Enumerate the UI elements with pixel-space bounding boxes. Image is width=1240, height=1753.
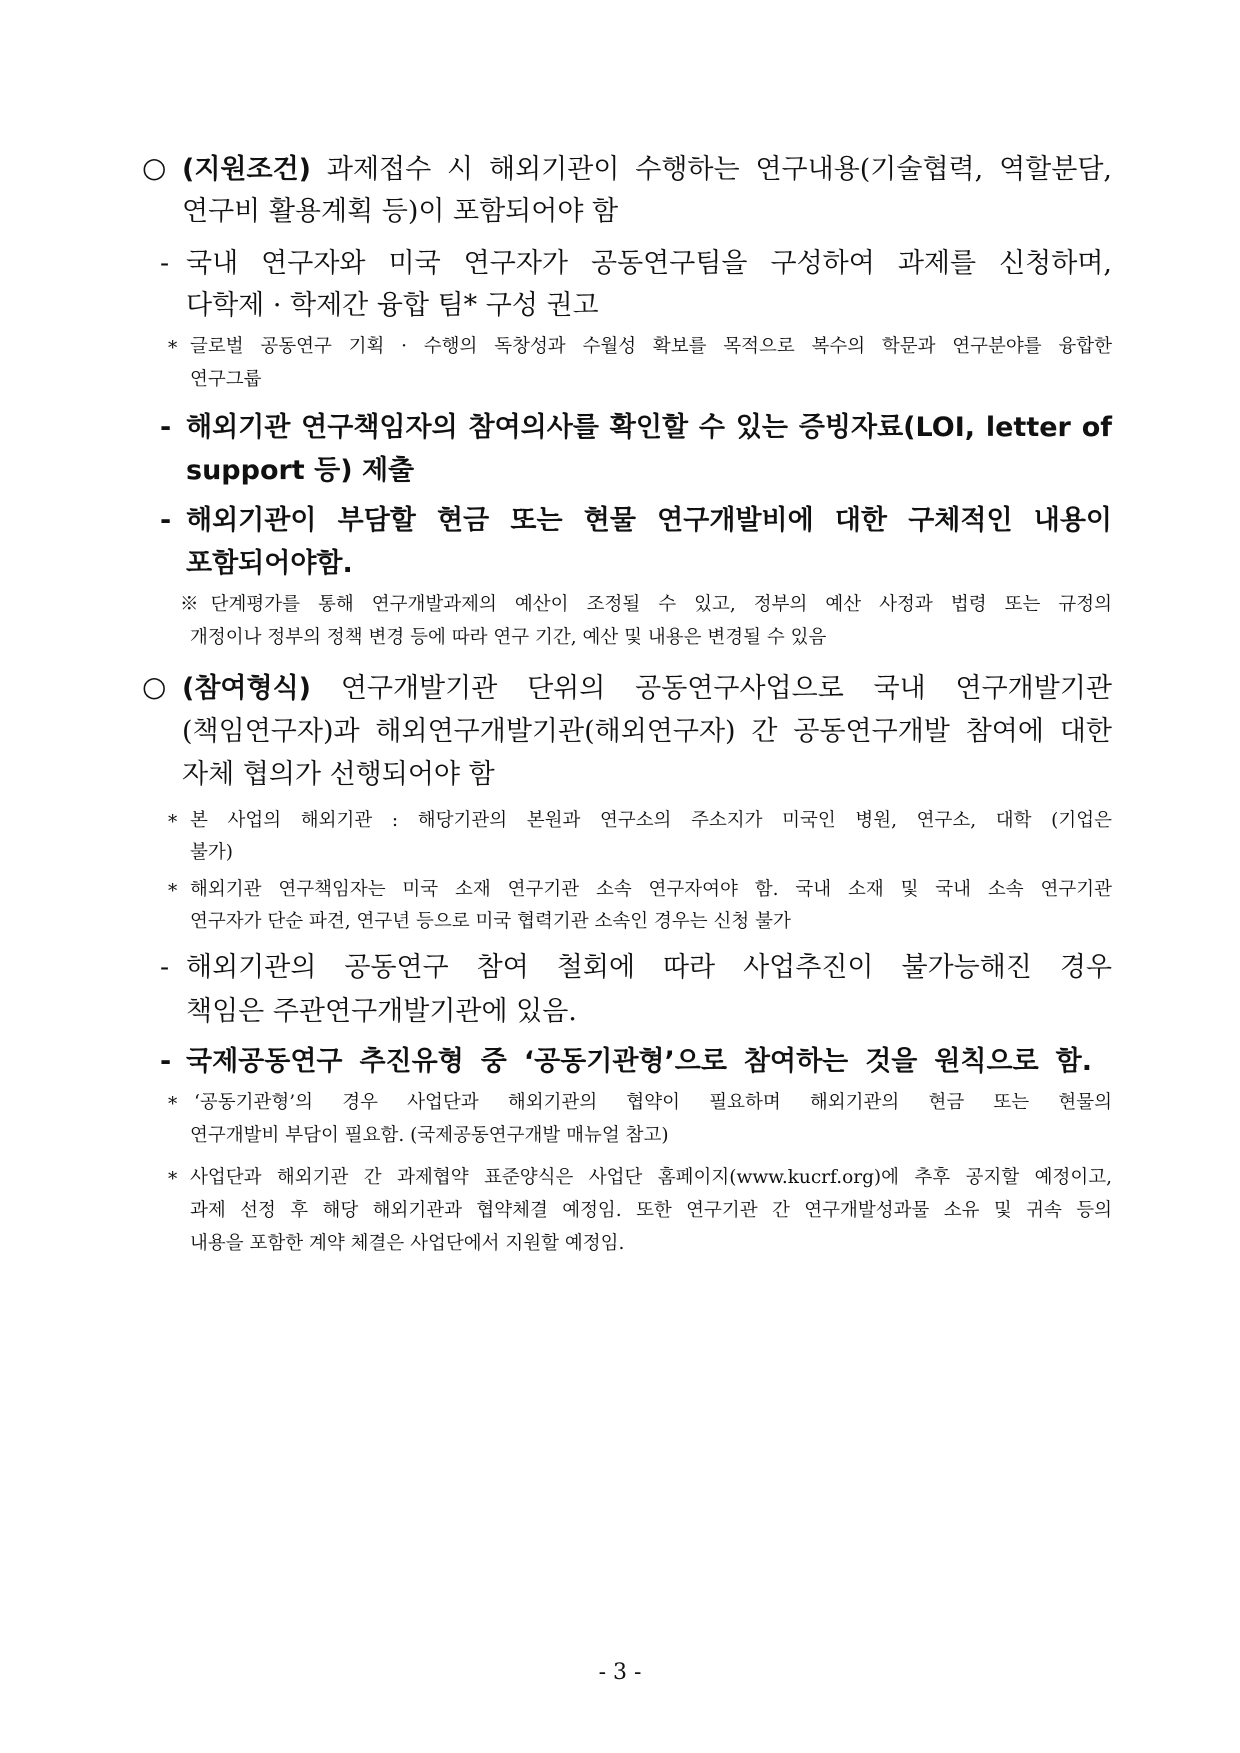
note1-line1: 글로벌 공동연구 기획 · 수행의 독창성과 수월성 확보를 목적으로 복수의 학문과 연구분야를 융합한 (190, 336, 1112, 357)
section2-heading: (참여형식) (182, 673, 312, 704)
item2-line2: support 등) 제출 (186, 455, 415, 486)
page-number: - 3 - (598, 1660, 642, 1685)
note2-line1: ※단계평가를 통해 연구개발과제의 예산이 조정될 수 있고, 정부의 예산 사정과 법령 또는 규정의 (180, 594, 1112, 615)
note1-line2: 연구그룹 (190, 369, 262, 390)
item2-line1: 해외기관 연구책임자의 참여의사를 확인할 수 있는 증빙자료(LOI, letter of (186, 412, 1112, 443)
item5-line1: 국제공동연구 추진유형 중 ‘공동기관형’으로 참여하는 것을 원칙으로 함. (186, 1046, 1092, 1077)
section1-line1 (182, 156, 1112, 183)
note5-line2: 연구개발비 부담이 필요함. (국제공동연구개발 매뉴얼 참고) (190, 1125, 669, 1146)
dash-marker: - (160, 1046, 172, 1077)
section2-line1-text: 연구개발기관 단위의 공동연구사업으로 국내 연구개발기관 (340, 673, 1112, 704)
item4-line1: 해외기관의 공동연구 참여 철회에 따라 사업추진이 불가능해진 경우 (186, 952, 1112, 983)
note3-line2: 불가) (190, 842, 233, 863)
section2-line1 (182, 675, 1112, 702)
asterisk-marker: * (168, 1094, 178, 1115)
asterisk-marker: * (168, 338, 178, 359)
note3-line1: 본 사업의 해외기관 : 해당기관의 본원과 연구소의 주소지가 미국인 병원, 연구소, 대학 (기업은 (190, 810, 1112, 831)
section2-line3: 자체 협의가 선행되어야 함 (182, 759, 495, 790)
note2-line2: 개정이나 정부의 정책 변경 등에 따라 연구 기간, 예산 및 내용은 변경될 수 있음 (190, 627, 827, 648)
item1-line1: 국내 연구자와 미국 연구자가 공동연구팀을 구성하여 과제를 신청하며, (186, 248, 1112, 279)
asterisk-marker: * (168, 881, 178, 902)
note6-line1: 사업단과 해외기관 간 과제협약 표준양식은 사업단 홈페이지(www.kucrf.org)에 추후 공지할 예정이고, (190, 1167, 1112, 1188)
note4-line2: 연구자가 단순 파견, 연구년 등으로 미국 협력기관 소속인 경우는 신청 불가 (190, 911, 791, 932)
dash-marker: - (160, 412, 172, 443)
item1-line2: 다학제 · 학제간 융합 팀* 구성 권고 (186, 290, 599, 321)
circle-bullet: ○ (142, 151, 167, 184)
asterisk-marker: * (168, 1169, 178, 1190)
section1-heading: (지원조건) (182, 154, 312, 185)
circle-bullet: ○ (142, 670, 167, 703)
note4-line1: 해외기관 연구책임자는 미국 소재 연구기관 소속 연구자여야 함. 국내 소재 및 국내 소속 연구기관 (190, 879, 1112, 900)
item3-line1: 해외기관이 부담할 현금 또는 현물 연구개발비에 대한 구체적인 내용이 (186, 505, 1112, 536)
note5-line1: ‘공동기관형’의 경우 사업단과 해외기관의 협약이 필요하며 해외기관의 현금 또는 현물의 (194, 1092, 1112, 1113)
item4-line2: 책임은 주관연구개발기관에 있음. (186, 996, 577, 1027)
note6-line3: 내용을 포함한 계약 체결은 사업단에서 지원할 예정임. (190, 1233, 625, 1254)
dash-marker: - (160, 248, 170, 279)
section2-line2: (책임연구자)과 해외연구개발기관(해외연구자) 간 공동연구개발 참여에 대한 (182, 716, 1112, 747)
dash-marker: - (160, 952, 170, 983)
item3-line2: 포함되어야함. (186, 548, 353, 579)
note6-line2: 과제 선정 후 해당 해외기관과 협약체결 예정임. 또한 연구기관 간 연구개발성과물 소유 및 귀속 등의 (190, 1200, 1112, 1221)
dash-marker: - (160, 505, 172, 536)
asterisk-marker: * (168, 812, 178, 833)
section1-line1-text: 과제접수 시 해외기관이 수행하는 연구내용(기술협력, 역할분담, (326, 154, 1112, 185)
section1-line2: 연구비 활용계획 등)이 포함되어야 함 (182, 196, 619, 227)
